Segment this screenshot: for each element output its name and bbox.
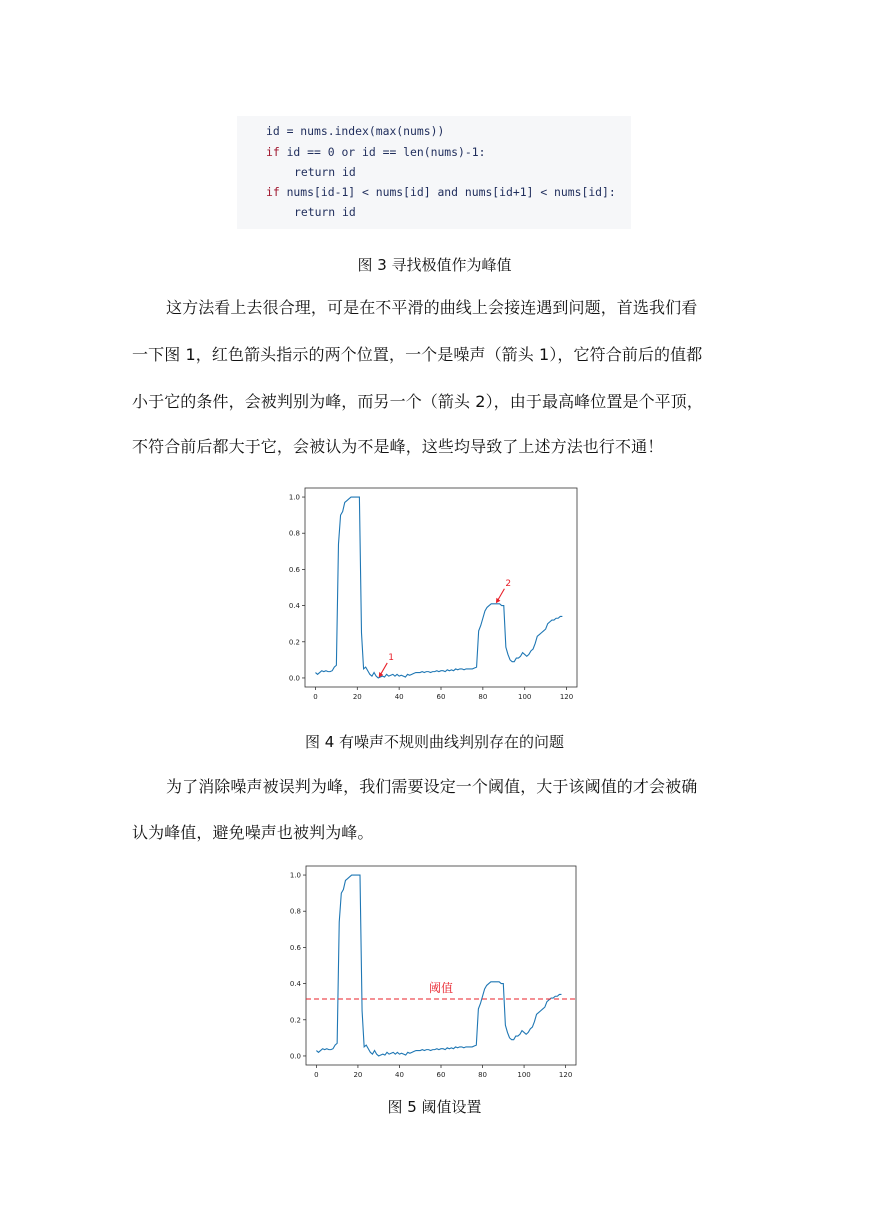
x-tick-label: 20 (352, 693, 362, 701)
y-tick-label: 0.4 (289, 980, 301, 989)
series-line (316, 875, 561, 1056)
x-tick-label: 100 (517, 1071, 531, 1079)
x-tick-label: 40 (395, 1071, 404, 1079)
code-line: return id (294, 205, 356, 219)
y-tick-label: 0.2 (289, 1016, 301, 1025)
x-tick-label: 0 (314, 1071, 319, 1079)
figure-5-chart (285, 862, 585, 1084)
code-line: if id == 0 or id == len(nums)-1: (266, 145, 486, 159)
x-tick-label: 60 (436, 1071, 446, 1079)
threshold-label: 阈值 (428, 980, 454, 995)
y-tick-label: 0.4 (288, 602, 300, 611)
x-tick-label: 120 (559, 693, 574, 701)
annotation-label: 2 (505, 578, 512, 589)
y-tick-label: 0.0 (288, 674, 300, 683)
y-tick-label: 0.2 (288, 638, 300, 647)
y-tick-label: 0.8 (289, 907, 301, 916)
paragraph-line: 认为峰值，避免噪声也被判为峰。 (132, 823, 374, 842)
y-tick-label: 1.0 (288, 493, 300, 502)
x-tick-label: 20 (353, 1071, 363, 1079)
y-tick-label: 0.6 (288, 565, 300, 574)
paragraph-line: 这方法看上去很合理，可是在不平滑的曲线上会接连遇到问题，首选我们看 (166, 298, 698, 317)
x-tick-label: 120 (558, 1071, 573, 1079)
x-tick-label: 60 (436, 693, 446, 701)
x-tick-label: 40 (394, 693, 404, 701)
x-tick-label: 80 (478, 1071, 487, 1079)
paragraph-line: 不符合前后都大于它，会被认为不是峰，这些均导致了上述方法也行不通！ (132, 437, 664, 456)
figure-5-caption: 图 5 阈值设置 (387, 1098, 482, 1116)
code-line: return id (294, 165, 356, 179)
figure-4-caption: 图 4 有噪声不规则曲线判别存在的问题 (304, 733, 565, 751)
code-block (237, 116, 631, 229)
figure-4-chart (285, 484, 585, 706)
y-tick-label: 0.8 (288, 529, 300, 538)
y-tick-label: 1.0 (289, 871, 301, 880)
code-line: id = nums.index(max(nums)) (266, 124, 445, 138)
series-line (315, 497, 562, 678)
y-tick-label: 0.0 (289, 1052, 301, 1061)
paragraph-line: 小于它的条件，会被判别为峰，而另一个（箭头 2），由于最高峰位置是个平顶， (132, 392, 703, 411)
x-tick-label: 100 (518, 693, 532, 701)
code-line: if nums[id-1] < nums[id] and nums[id+1] < nums[id]: (266, 185, 616, 199)
x-tick-label: 0 (313, 693, 318, 701)
annotation-label: 1 (388, 652, 394, 663)
x-tick-label: 80 (478, 693, 488, 701)
plot-area (306, 866, 576, 1065)
y-tick-label: 0.6 (289, 943, 301, 952)
paragraph-line: 一下图 1，红色箭头指示的两个位置，一个是噪声（箭头 1），它符合前后的值都 (132, 345, 703, 364)
figure-3-caption: 图 3 寻找极值作为峰值 (357, 256, 512, 274)
paragraph-line: 为了消除噪声被误判为峰，我们需要设定一个阈值，大于该阈值的才会被确 (166, 777, 698, 796)
plot-area (305, 488, 577, 687)
